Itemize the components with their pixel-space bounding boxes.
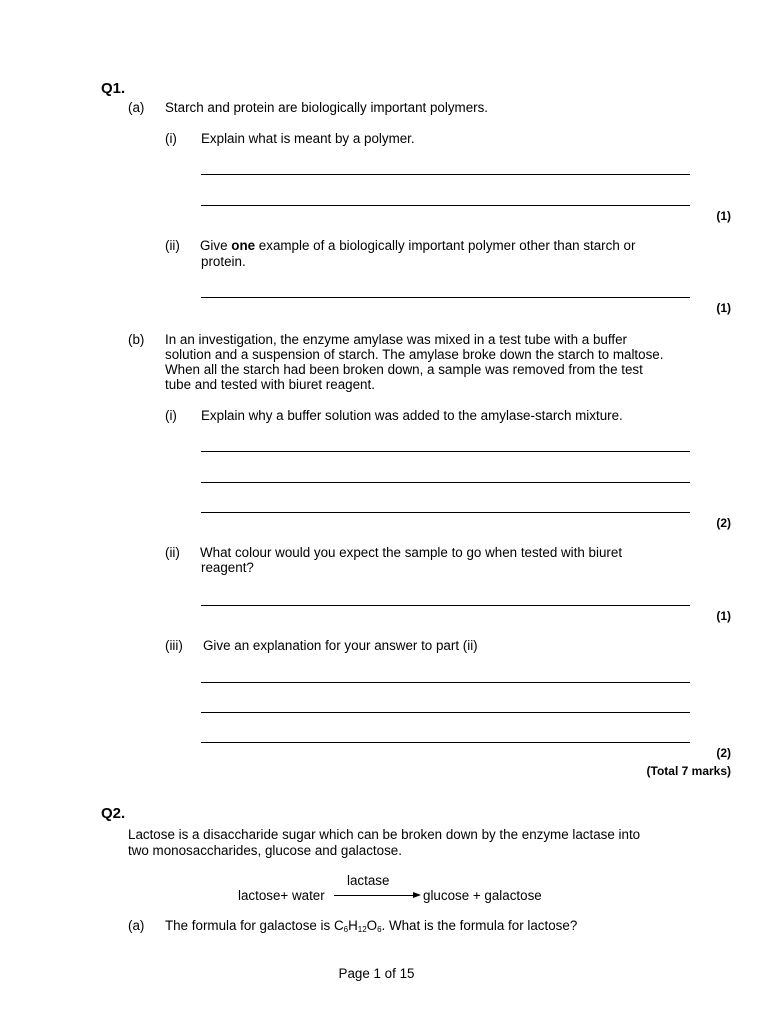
equation-reactants: lactose+ water: [238, 888, 325, 903]
q1-b-iii-text: Give an explanation for your answer to part (ii): [203, 638, 478, 653]
q1-a-label: (a): [128, 100, 145, 115]
arrow-head-icon: [413, 892, 421, 898]
q1-a-i-text: Explain what is meant by a polymer.: [201, 131, 415, 146]
answer-line[interactable]: [201, 297, 690, 298]
total-marks-label: (Total 7 marks): [646, 764, 731, 778]
q1-a-text: Starch and protein are biologically important polymers.: [165, 100, 489, 115]
marks-label: (1): [716, 209, 731, 223]
reaction-arrow-icon: [334, 895, 414, 896]
q2-a-label: (a): [128, 918, 145, 933]
equation-products: glucose + galactose: [423, 888, 542, 903]
q1-b-text-line: In an investigation, the enzyme amylase was mixed in a test tube with a buffer: [165, 332, 627, 347]
q1-b-label: (b): [128, 332, 145, 347]
q1-b-iii-label: (iii): [165, 638, 183, 653]
q1-b-i-label: (i): [165, 408, 177, 423]
answer-line[interactable]: [201, 451, 690, 452]
marks-label: (2): [716, 746, 731, 760]
q1-b-text-line: tube and tested with biuret reagent.: [165, 377, 375, 392]
q1-b-text-line: When all the starch had been broken down, a sample was removed from the test: [165, 362, 643, 377]
q1-a-ii-label: (ii): [165, 238, 180, 253]
q1-b-text-line: solution and a suspension of starch. The amylase broke down the starch to maltose.: [165, 347, 664, 362]
answer-line[interactable]: [201, 482, 690, 483]
answer-line[interactable]: [201, 682, 690, 683]
q1-a-ii-text-line2: protein.: [201, 254, 246, 269]
page-number: Page 1 of 15: [338, 966, 415, 981]
q1-b-ii-text-line2: reagent?: [201, 560, 254, 575]
answer-line[interactable]: [201, 512, 690, 513]
q2-intro-line: two monosaccharides, glucose and galactose.: [128, 843, 402, 858]
equation-enzyme-label: lactase: [347, 873, 390, 888]
q1-a-i-label: (i): [165, 131, 177, 146]
question-1-heading: Q1.: [101, 80, 126, 97]
marks-label: (1): [716, 609, 731, 623]
answer-line[interactable]: [201, 605, 690, 606]
q1-b-ii-label: (ii): [165, 545, 180, 560]
q1-a-ii-text: Give one example of a biologically important polymer other than starch or: [200, 238, 636, 253]
q2-a-text: The formula for galactose is $C_6H_{12}O_6$. What is the formula for lactose?: [165, 918, 578, 934]
q1-b-i-text: Explain why a buffer solution was added to the amylase-starch mixture.: [201, 408, 623, 423]
answer-line[interactable]: [201, 712, 690, 713]
answer-line[interactable]: [201, 205, 690, 206]
q1-b-ii-text: What colour would you expect the sample to go when tested with biuret: [200, 545, 623, 560]
answer-line[interactable]: [201, 742, 690, 743]
q2-intro-line: Lactose is a disaccharide sugar which can be broken down by the enzyme lactase into: [128, 827, 641, 842]
question-2-heading: Q2.: [101, 805, 126, 822]
marks-label: (1): [716, 301, 731, 315]
answer-line[interactable]: [201, 174, 690, 175]
marks-label: (2): [716, 516, 731, 530]
